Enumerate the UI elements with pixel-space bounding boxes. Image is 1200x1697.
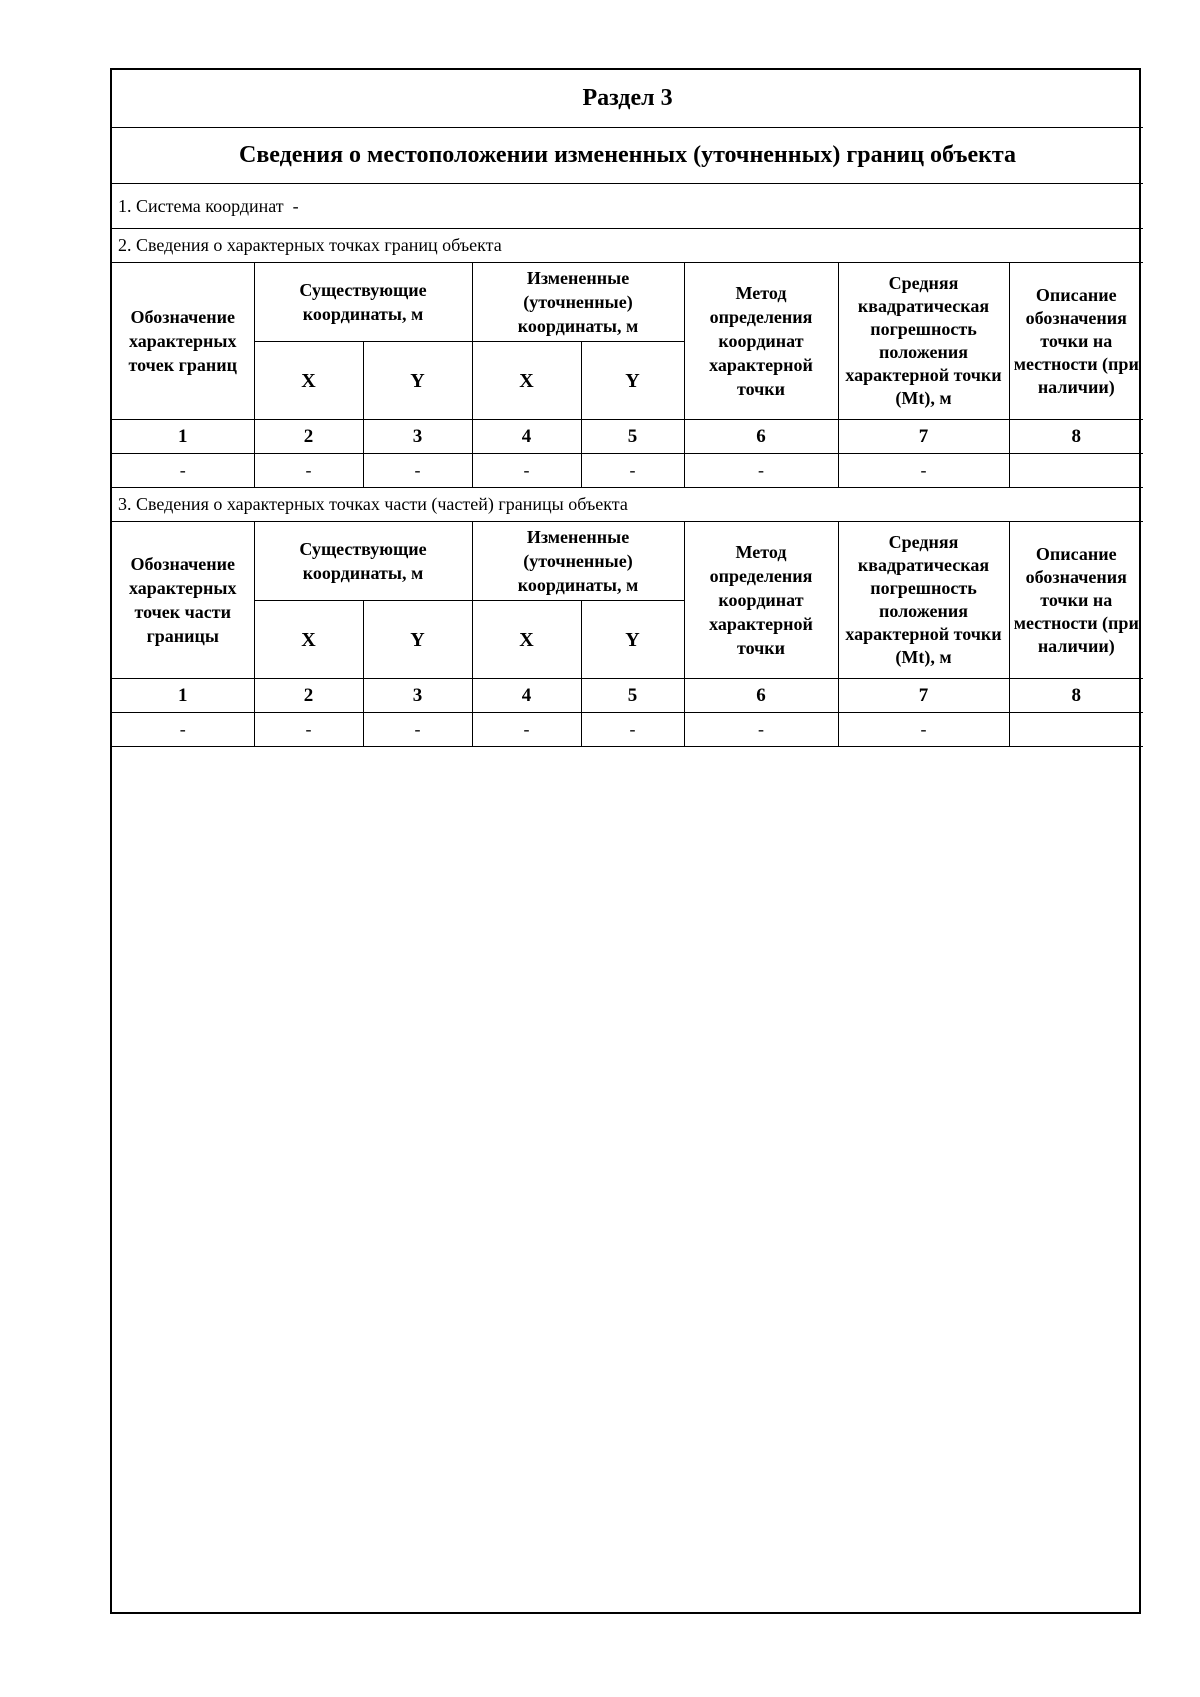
table1-number: 7 [838,420,1009,454]
table2-caption: 3. Сведения о характерных точках части (частей) границы объекта [112,488,1143,522]
table2-number: 8 [1009,679,1143,713]
table2-header-error: Средняя квадратическая погрешность положения характерной точки (Mt), м [838,522,1009,679]
table1-number: 3 [363,420,472,454]
table1-number: 6 [684,420,838,454]
document-frame [110,68,1141,1614]
table2-cell: - [684,713,838,747]
table2-number: 5 [581,679,684,713]
table1-number: 5 [581,420,684,454]
table2-header-description: Описание обозначения точки на местности (при наличии) [1009,522,1143,679]
table1-cell: - [363,454,472,488]
table1-cell [1009,454,1143,488]
table2-data-row [112,713,1143,747]
table1-number: 8 [1009,420,1143,454]
table1-caption: 2. Сведения о характерных точках границ объекта [112,229,1143,263]
table1-header-changed-y: Y [581,342,684,420]
table1-cell: - [684,454,838,488]
coordinate-system-row [112,184,1143,229]
table2-header-existing-x: X [254,601,363,679]
table1-number: 2 [254,420,363,454]
table1-number-row [112,420,1143,454]
table2-cell: - [254,713,363,747]
section-table [112,70,1143,747]
table1-header-designation: Обозначение характерных точек границ [112,263,254,420]
table2-cell: - [472,713,581,747]
table2-header-existing: Существующие координаты, м [254,522,472,601]
table2-number-row [112,679,1143,713]
table1-cell: - [838,454,1009,488]
table1-cell: - [112,454,254,488]
table1-number: 1 [112,420,254,454]
table2-header-existing-y: Y [363,601,472,679]
table1-header-method: Метод определения координат характерной точки [684,263,838,420]
table1-data-row [112,454,1143,488]
table2-cell: - [581,713,684,747]
table1-header-changed: Измененные (уточненные) координаты, м [472,263,684,342]
table2-cell: - [363,713,472,747]
table2-header-designation: Обозначение характерных точек части границы [112,522,254,679]
table2-number: 6 [684,679,838,713]
table1-header-description: Описание обозначения точки на местности (при наличии) [1009,263,1143,420]
table2-header-changed: Измененные (уточненные) координаты, м [472,522,684,601]
table1-number: 4 [472,420,581,454]
table1-cell: - [581,454,684,488]
table2-cell [1009,713,1143,747]
table1-cell: - [472,454,581,488]
table2-number: 1 [112,679,254,713]
table2-header-changed-y: Y [581,601,684,679]
table2-number: 4 [472,679,581,713]
coordinate-system-label: 1. Система координат [118,195,284,216]
table1-header-existing-x: X [254,342,363,420]
document-title: Сведения о местоположении измененных (уточненных) границ объекта [112,128,1143,184]
section-title: Раздел 3 [112,70,1143,128]
table2-header-method: Метод определения координат характерной точки [684,522,838,679]
table2-number: 7 [838,679,1009,713]
coordinate-system-value: - [292,195,299,216]
table1-header-existing: Существующие координаты, м [254,263,472,342]
table1-header-existing-y: Y [363,342,472,420]
table2-cell: - [112,713,254,747]
table2-number: 3 [363,679,472,713]
table2-header-changed-x: X [472,601,581,679]
table2-number: 2 [254,679,363,713]
table1-header-changed-x: X [472,342,581,420]
table1-cell: - [254,454,363,488]
table1-header-error: Средняя квадратическая погрешность положения характерной точки (Mt), м [838,263,1009,420]
table2-cell: - [838,713,1009,747]
